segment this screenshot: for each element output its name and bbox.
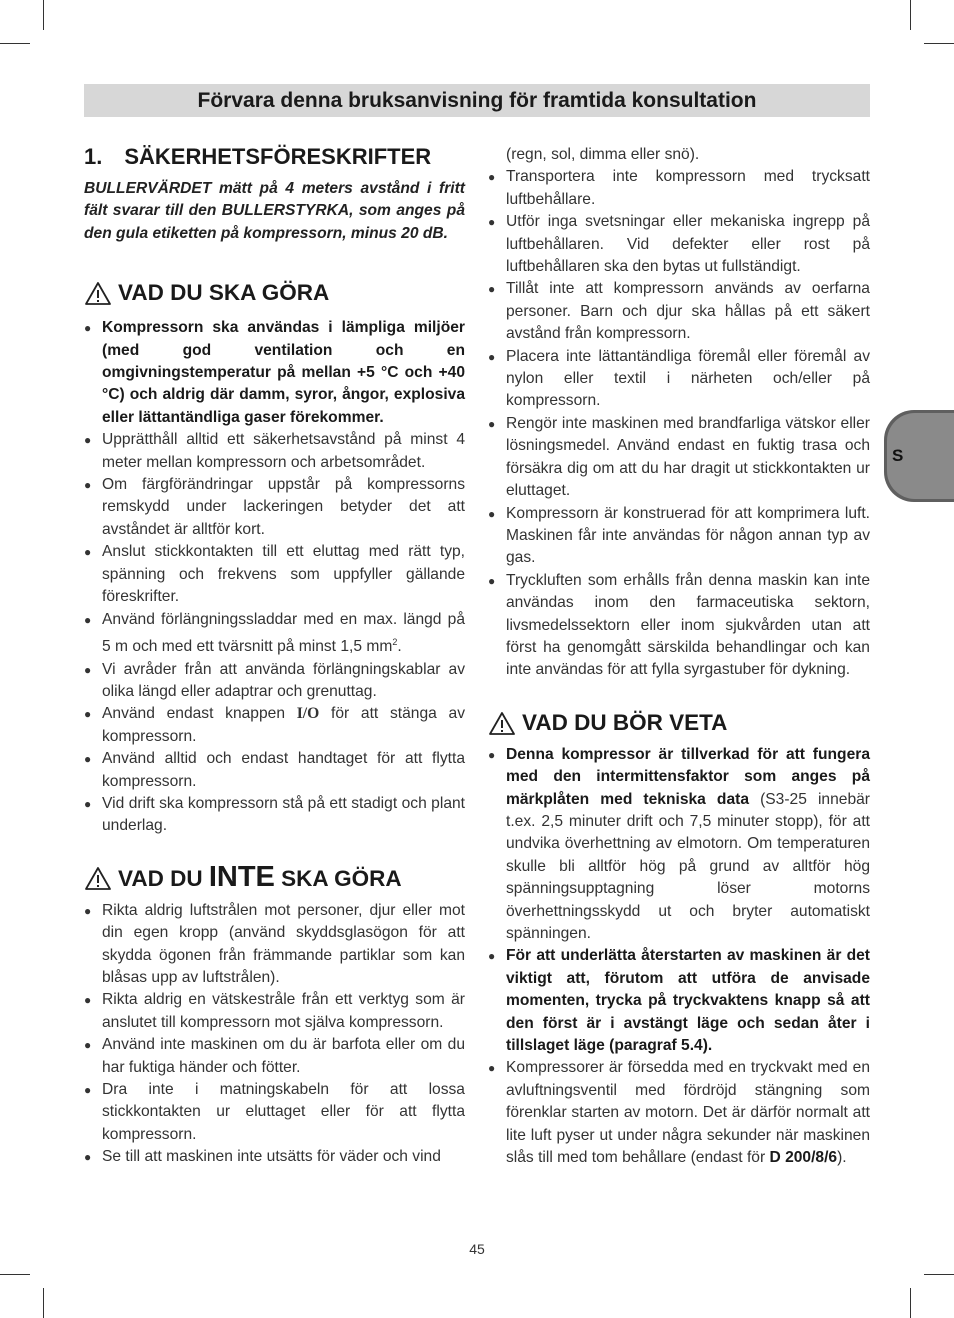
bullet-icon: ● [84,752,92,767]
bullet-icon: ● [84,707,92,722]
bullet-icon: ● [84,612,92,627]
noise-intro: BULLERVÄRDET mätt på 4 meters avstånd i fritt fält svarar till den BULLERSTYRKA, som anges på den gula etiketten på kompressorn, minus 20 dB. [84,180,465,242]
crop-mark [924,1274,954,1275]
bullet-icon: ● [84,1083,92,1097]
know-heading [488,708,870,738]
section-heading [84,142,465,172]
list-item: ● Anslut stickkontakten till ett eluttag med rätt typ, spänning och frekvens som uppfyller gällande föreskrifter. [84,543,465,606]
header-banner: Förvara denna bruksanvisning för framtida konsultation [84,84,870,117]
do-list [84,317,465,838]
warning-icon [84,280,112,306]
dont-title: VAD DU INTE SKA GÖRA [118,860,402,893]
language-tab: S [887,413,954,499]
bullet-icon: ● [488,949,496,964]
list-item: ● Använd inte maskinen om du är barfota eller om du har fuktiga händer och fötter. [84,1036,465,1076]
left-column [84,142,465,1169]
list-item: ● Rikta aldrig luftstrålen mot personer, djur eller mot din egen kropp (använd skyddsglasögon för att skydda ögonen från främmande partiklar som kan blåsas upp av luftstrålen). [84,901,465,986]
list-item: ● Se till att maskinen inte utsätts för väder och vind [84,1146,465,1168]
list-item: ● Rengör inte maskinen med brandfarliga vätskor eller lösningsmedel. Använd endast en fuktig trasa och försäkra dig om att du har dragit ut stickkontakten ur eluttaget. [488,414,870,500]
crop-mark [910,0,911,30]
list-item: ● Om färgförändringar uppstår på kompressorns remskydd under lackeringen betyder det att avståndet är alltför kort. [84,476,465,538]
list-item: ● Upprätthåll alltid ett säkerhetsavstånd på minst 4 meter mellan kompressorn och arbetsområdet. [84,431,465,471]
list-item: ● Placera inte lättantändliga föremål eller föremål av nylon eller textil i närheten och/eller på kompressorn. [488,347,870,410]
bullet-icon: ● [84,433,92,448]
continued-text: (regn, sol, dimma eller snö). [506,146,700,163]
page-number: 45 [469,1241,485,1257]
list-item: ● För att underlätta återstarten av maskinen är det viktigt att, förutom att utföra de anvisade momenten, trycka på tryckvaktens knapp så att den först är i avstängt läge och sedan åter i tillslaget läge (paragraf 5.4). [488,947,870,1055]
list-item: ● Kompressorn är konstruerad för att komprimera luft. Maskinen får inte användas för någon annan typ av gas. [488,504,870,567]
bullet-icon: ● [488,506,496,521]
warning-icon [488,710,516,736]
bullet-icon: ● [84,662,92,677]
list-item: ● Använd endast knappen I/O för att stänga av kompressorn. [84,705,465,745]
bullet-icon: ● [84,993,92,1008]
crop-mark [0,1274,30,1275]
section-title: SÄKERHETSFÖRESKRIFTER [124,144,432,169]
section-number: 1. [84,144,103,169]
bullet-icon: ● [84,545,92,560]
know-title: VAD DU BÖR VETA [522,709,728,735]
list-item: ● Kompressorn ska användas i lämpliga miljöer (med god ventilation och en omgivningstemperatur på mellan +5 °C och +40 °C) och aldrig där damm, syror, ångor, explosiva eller lättantändliga gaser förekommer. [84,319,465,426]
bullet-icon: ● [488,416,496,431]
crop-mark [924,43,954,44]
list-item: ● Vi avråder från att använda förlängningskablar av olika längd eller adaptrar och grenuttag. [84,660,465,700]
bullet-icon: ● [84,1038,92,1053]
bullet-icon: ● [488,170,496,185]
know-list [488,744,870,1170]
bullet-icon: ● [84,321,92,336]
do-title: VAD DU SKA GÖRA [118,280,330,306]
do-heading [84,278,465,308]
list-item: ● Vid drift ska kompressorn stå på ett stadigt och plant underlag. [84,794,465,835]
list-item: ● Använd förlängningssladdar med en max. längd på 5 m och med ett tvärsnitt på minst 1,5 $mm^2$. [84,610,465,656]
dont-heading [84,862,465,894]
warning-icon [84,865,112,891]
list-item: ● Dra inte i matningskabeln för att lossa stickkontakten ur eluttaget eller för att flytta kompressorn. [84,1081,465,1143]
bullet-icon: ● [488,747,496,762]
list-item: ● Tillåt inte att kompressorn används av oerfarna personer. Barn och djur ska hållas på ett säkert avstånd från kompressorn. [488,280,870,343]
list-item: ● Transportera inte kompressorn med trycksatt luftbehållare. [488,168,870,208]
list-item: ● Utför inga svetsningar eller mekaniska ingrepp på luftbehållaren. Vid defekter eller rost på luftbehållaren ska den bytas ut fullständigt. [488,213,870,276]
bullet-icon: ● [488,282,496,297]
list-item: ● Denna kompressor är tillverkad för att fungera med den intermittensfaktor som anges på märkplåten med tekniska data (S3-25 innebär t.ex. 2,5 minuter drift och 7,5 minuter stopp), för att undvika överhettning av elmotorn. Om temperaturen skulle bli alltför hög på grund av alltför hög spänningsupptagning löser motorns överhettningsskydd ut och bryter automatiskt spänningen. [488,745,870,942]
crop-mark [43,0,44,30]
dont-list [84,900,465,1169]
dont-list-continued [488,166,870,681]
bullet-icon: ● [84,903,92,918]
list-item: ● Kompressorer är försedda med en tryckvakt med en avluftningsventil med fördröjd stängning som förenklar starten av motorn. Det är därför normalt att lite luft pyser ut under några sekunder när maskinen slås till med tom behållare (endast för D 200/8/6). [488,1059,870,1167]
bullet-icon: ● [488,1061,496,1076]
bullet-icon: ● [84,796,92,811]
list-item: ● Använd alltid och endast handtaget för att flytta kompressorn. [84,750,465,790]
bullet-icon: ● [84,478,92,493]
crop-mark [910,1288,911,1318]
list-item: ● Rikta aldrig en vätskestråle från ett verktyg som är anslutet till kompressorn mot själva kompressorn. [84,991,465,1031]
bullet-icon: ● [84,1150,92,1165]
crop-mark [0,43,30,44]
bullet-icon: ● [488,215,496,230]
bullet-icon: ● [488,573,496,588]
crop-mark [43,1288,44,1318]
list-item: ● Tryckluften som erhålls från denna maskin kan inte användas inom den farmaceutiska sektorn, livsmedelssektorn eller inom sjukvården utan att först ha genomgått särskilda behandlingar och kan inte användas för att fylla syrgastuber för dykning. [488,571,870,679]
right-column [488,144,870,1169]
bullet-icon: ● [488,349,496,364]
